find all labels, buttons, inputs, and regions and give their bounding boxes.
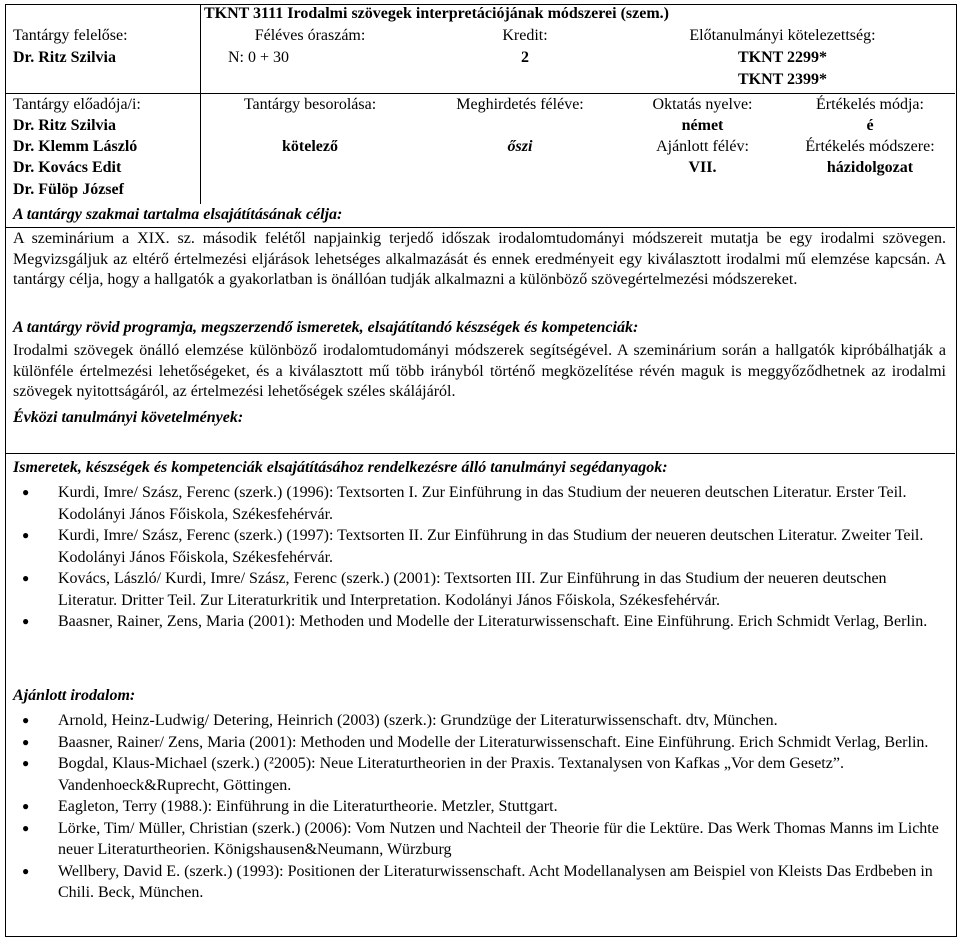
rec-semester-label: Ajánlott félév: — [656, 138, 749, 155]
literature-item: ● Arnold, Heinz-Ludwig/ Detering, Heinrich (2003) (szerk.): Grundzüge der Literaturwissenschaft. dtv, München. — [13, 710, 943, 732]
prereq-value-1: TKNT 2299* — [737, 49, 828, 66]
eval-method-value: házidolgozat — [826, 159, 914, 176]
materials-item: ● Kurdi, Imre/ Szász, Ferenc (szerk.) (1997): Textsorten II. Zur Einführung in das Studium der neueren deutschen Literatur. Zweiter Teil. Kodolányi János Főiskola, Székesfehérvár. — [13, 525, 943, 568]
literature-heading: Ajánlott irodalom: — [13, 687, 136, 704]
lecturer-4: Dr. Fülöp József — [13, 181, 124, 198]
lecturer-1: Dr. Ritz Szilvia — [13, 117, 116, 134]
category-value: kötelező — [282, 138, 338, 155]
program-heading: A tantárgy rövid programja, megszerzendő ismeretek, elsajátítandó készségek és kompetenciák: — [13, 319, 639, 336]
responsible-name: Dr. Ritz Szilvia — [13, 49, 116, 66]
goal-text: A szeminárium a XIX. sz. második felétől napjainkig terjedő időszak irodalomtudományi módszereit mutatja be egy irodalmi szövegen. Megvizsgáljuk az eltérő értelmezési eljárások lehetséges alkalmazását és ennek eredményeit egy kiválasztott irodalmi mű elemzése kapcsán. A tantárgy célja, hogy a hallgatók a gyakorlatban is önállóan tudják alkalmazni a különböző szövegértelmezési módszereket. — [13, 230, 946, 288]
header-bottom-rule — [5, 227, 955, 228]
prereq-label: Előtanulmányi kötelezettség: — [689, 27, 876, 44]
lecturer-3: Dr. Kovács Edit — [13, 159, 122, 176]
header-divider — [5, 93, 955, 94]
semester-value: őszi — [507, 138, 533, 155]
hours-value: N: 0 + 30 — [228, 49, 290, 66]
program-text: Irodalmi szövegek önálló elemzése különböző irodalomtudományi módszerek segítségével. A szeminárium során a hallgatók kipróbálhatják a különféle értelmezési lehetőségeket, és a kiválasztott mű több irányból történő megközelítése révén maguk is meggyőződhetnek az irodalmi szövegek nyitottságáról, az értelmezési lehetőségek széles skálájáról. — [13, 342, 946, 400]
materials-heading: Ismeretek, készségek és kompetenciák elsajátításához rendelkezésre álló tanulmányi segédanyagok: — [13, 459, 668, 476]
course-title: TKNT 3111 Irodalmi szövegek interpretációjának módszerei (szem.) — [204, 5, 669, 22]
language-value: német — [681, 117, 724, 134]
lecturer-label: Tantárgy előadója/i: — [13, 96, 141, 113]
materials-item: ● Kurdi, Imre/ Szász, Ferenc (szerk.) (1996): Textsorten I. Zur Einführung in das Studium der neueren deutschen Literatur. Erster Teil. Kodolányi János Főiskola, Székesfehérvár. — [13, 482, 943, 525]
materials-item: ● Baasner, Rainer, Zens, Maria (2001): Methoden und Modelle der Literaturwissenschaft. Eine Einführung. Erich Schmidt Verlag, Berlin. — [13, 611, 943, 633]
goal-heading: A tantárgy szakmai tartalma elsajátításának célja: — [13, 206, 343, 223]
literature-item: ● Eagleton, Terry (1988.): Einführung in die Literaturtheorie. Metzler, Stuttgart. — [13, 796, 943, 818]
requirements-heading: Évközi tanulmányi követelmények: — [13, 409, 244, 426]
column-rule-1 — [200, 4, 201, 204]
credit-label: Kredit: — [502, 27, 548, 44]
eval-mode-label: Értékelés módja: — [816, 96, 924, 113]
category-label: Tantárgy besorolása: — [243, 96, 377, 113]
responsible-label: Tantárgy felelőse: — [13, 27, 128, 44]
literature-item: ● Lörke, Tim/ Müller, Christian (szerk.) (2006): Vom Nutzen und Nachteil der Theorie für die Lektüre. Das Werk Thomas Manns im Lichte neuer Literaturtheorien. Königshausen&Neumann, Würzburg — [13, 818, 943, 861]
eval-mode-value: é — [866, 117, 874, 134]
eval-method-label: Értékelés módszere: — [805, 138, 935, 155]
hours-label: Féléves óraszám: — [254, 27, 366, 44]
literature-list — [13, 710, 943, 904]
lecturer-2: Dr. Klemm László — [13, 138, 138, 155]
prereq-value-2: TKNT 2399* — [737, 71, 828, 88]
materials-list — [13, 482, 943, 633]
credit-value: 2 — [521, 49, 529, 66]
semester-label: Meghirdetés féléve: — [456, 96, 584, 113]
literature-item: ● Bogdal, Klaus-Michael (szerk.) (²2005): Neue Literaturtheorien in der Praxis. Textanalysen von Kafkas „Vor dem Gesetz”. Vandenhoeck&Ruprecht, Göttingen. — [13, 753, 943, 796]
materials-item: ● Kovács, László/ Kurdi, Imre/ Szász, Ferenc (szerk.) (2001): Textsorten III. Zur Einführung in das Studium der neueren deutschen Literatur. Dritter Teil. Zur Literaturkritik und Interpretation. Kodolányi János Főiskola, Székesfehérvár. — [13, 568, 943, 611]
requirements-rule — [5, 453, 955, 454]
literature-item: ● Wellbery, David E. (szerk.) (1993): Positionen der Literaturwissenschaft. Acht Modellanalysen am Beispiel von Kleists Das Erdbeben in Chili. Beck, München. — [13, 861, 943, 904]
rec-semester-value: VII. — [688, 159, 717, 176]
literature-item: ● Baasner, Rainer/ Zens, Maria (2001): Methoden und Modelle der Literaturwissenschaft. Eine Einführung. Erich Schmidt Verlag, Berlin. — [13, 732, 943, 754]
language-label: Oktatás nyelve: — [652, 96, 753, 113]
